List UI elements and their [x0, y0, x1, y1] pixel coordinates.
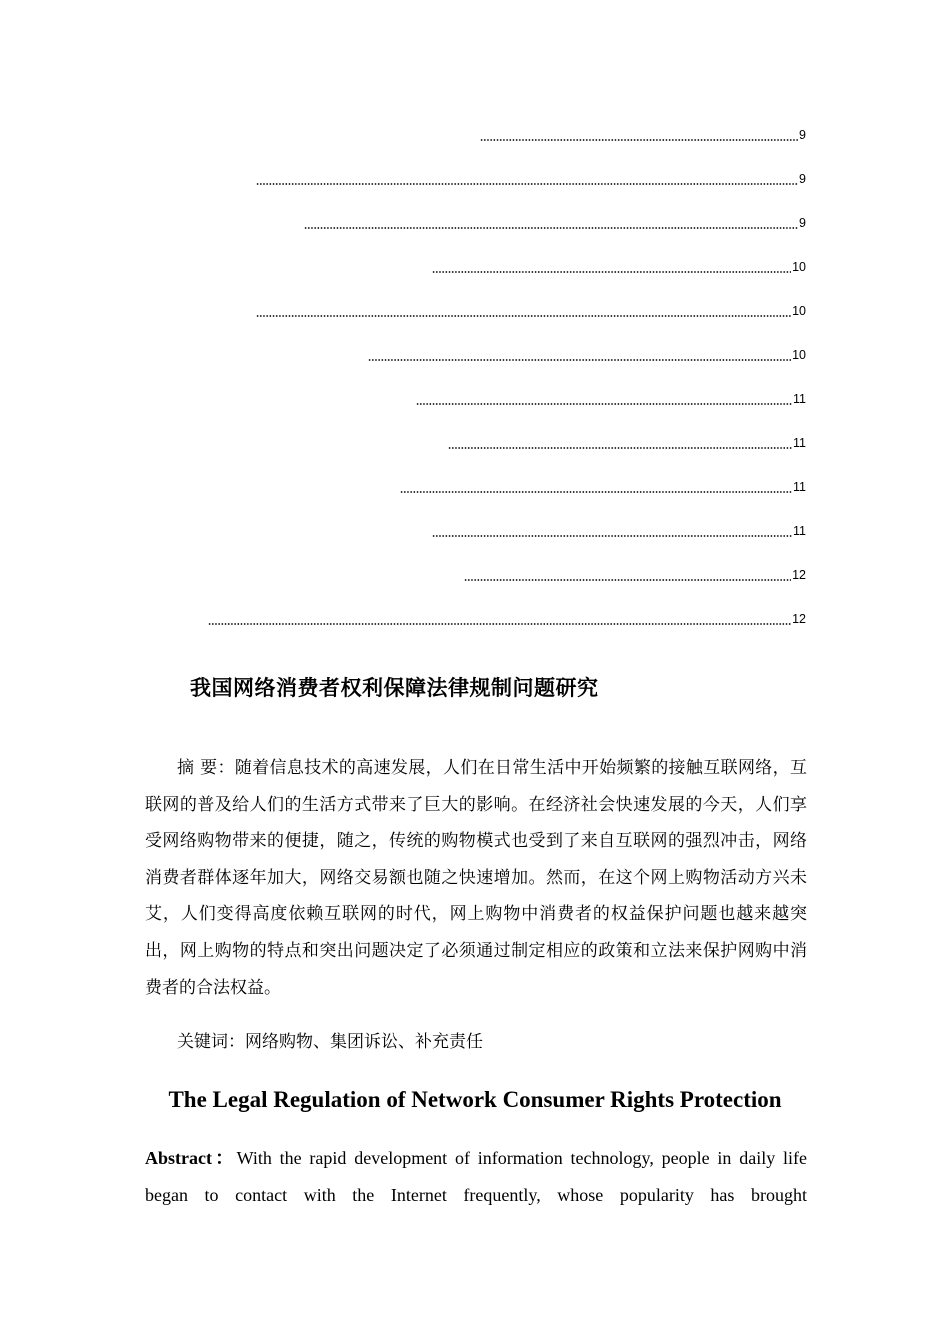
toc-entry[interactable] [432, 518, 806, 538]
toc-leader [416, 392, 792, 406]
toc-page-number: 10 [792, 260, 806, 274]
toc-entry[interactable] [464, 562, 806, 582]
english-abstract [145, 1140, 807, 1214]
toc-page-number: 11 [793, 436, 806, 450]
chinese-keywords-label: 关键词： [177, 1032, 245, 1052]
chinese-keywords [177, 1024, 483, 1060]
toc-leader [448, 436, 792, 450]
toc-entry[interactable] [416, 386, 806, 406]
toc-page-number: 12 [792, 612, 806, 626]
english-title: The Legal Regulation of Network Consumer Rights Protection [168, 1087, 782, 1112]
toc-leader [400, 480, 792, 494]
toc-entry[interactable] [448, 430, 806, 450]
toc-leader [304, 216, 798, 230]
toc-entry[interactable] [480, 122, 806, 142]
toc-page-number: 9 [799, 172, 806, 186]
toc-page-number: 10 [792, 304, 806, 318]
toc-entry[interactable] [368, 342, 806, 362]
english-abstract-text: With the rapid development of information technology, people in daily life began to contact with the Internet frequently, whose popularity has brought [145, 1148, 807, 1205]
chinese-keywords-text: 网络购物、集团诉讼、补充责任 [245, 1032, 483, 1052]
toc-leader [256, 304, 791, 318]
chinese-abstract-text: 随着信息技术的高速发展，人们在日常生活中开始频繁的接触互联网络，互联网的普及给人们的生活方式带来了巨大的影响。在经济社会快速发展的今天，人们享受网络购物带来的便捷，随之，传统的购物模式也受到了来自互联网的强烈冲击，网络消费者群体逐年加大，网络交易额也随之快速增加。然而，在这个网上购物活动方兴未艾，人们变得高度依赖互联网的时代，网上购物中消费者的权益保护问题也越来越突出，网上购物的特点和突出问题决定了必须通过制定相应的政策和立法来保护网购中消费者的合法权益。 [145, 758, 808, 998]
toc-entry[interactable] [432, 254, 806, 274]
toc-leader [368, 348, 791, 362]
toc-leader [256, 172, 798, 186]
chinese-abstract [145, 750, 807, 1006]
toc-leader [208, 612, 791, 626]
toc-entry[interactable] [256, 298, 806, 318]
toc-page-number: 11 [793, 480, 806, 494]
toc-page-number: 11 [793, 392, 806, 406]
toc-page-number: 9 [799, 216, 806, 230]
toc-page-number: 10 [792, 348, 806, 362]
toc-page-number: 11 [793, 524, 806, 538]
toc-entry[interactable] [256, 166, 806, 186]
toc-leader [480, 128, 798, 142]
toc-leader [432, 260, 791, 274]
toc-leader [464, 568, 791, 582]
toc-page-number: 9 [799, 128, 806, 142]
toc-entry[interactable] [304, 210, 806, 230]
toc-page-number: 12 [792, 568, 806, 582]
english-abstract-label: Abstract： [145, 1148, 237, 1168]
chinese-abstract-label: 摘 要： [177, 758, 235, 778]
chinese-title: 我国网络消费者权利保障法律规制问题研究 [190, 676, 599, 700]
toc-entry[interactable] [400, 474, 806, 494]
toc-entry[interactable] [208, 606, 806, 626]
toc-leader [432, 524, 792, 538]
